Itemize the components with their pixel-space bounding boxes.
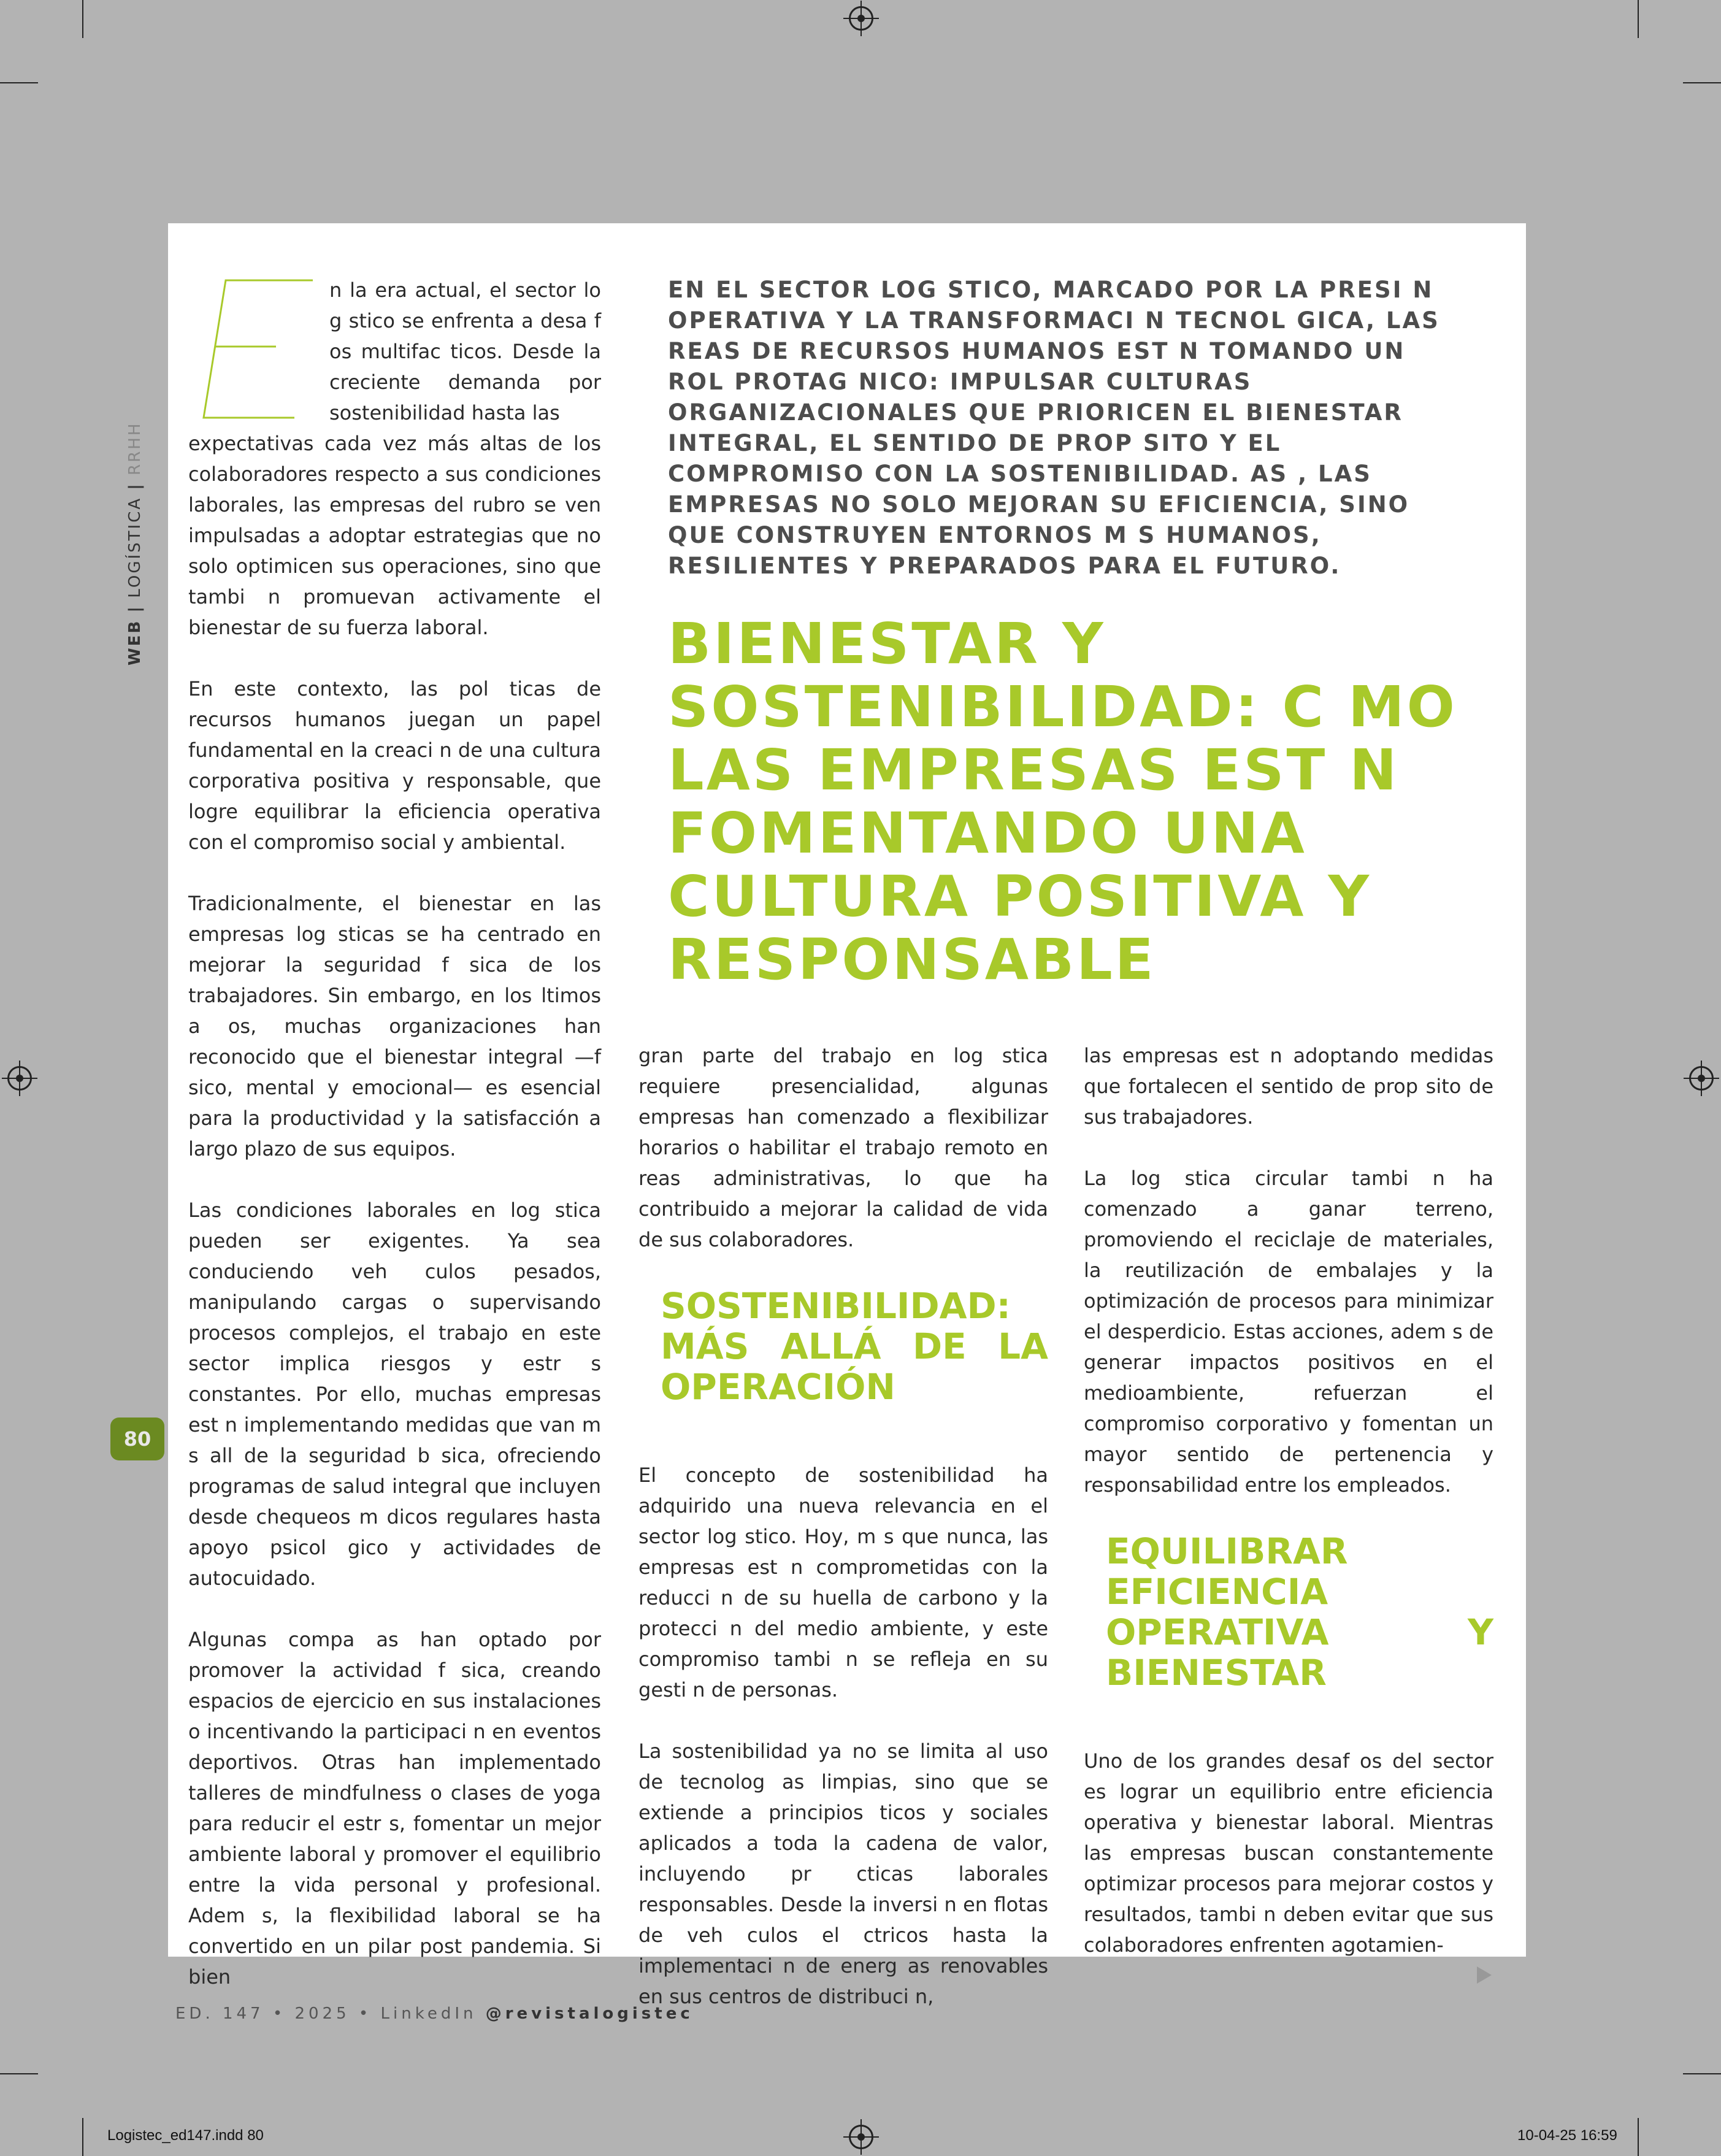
paragraph: las empresas est n adoptando medidas que fortalecen el sentido de prop sito de sus trabajadores. xyxy=(1084,1044,1493,1129)
crop-mark xyxy=(1638,0,1639,38)
section-label-logistica: LOGÍSTICA xyxy=(126,496,144,598)
page-number-badge: 80 xyxy=(110,1418,164,1460)
paragraph: gran parte del trabajo en log stica requiere presencialidad, algunas empresas han comenzado a flexibilizar horarios o habilitar el trabajo remoto en reas administrativas, lo que ha contribuido a mejorar la calidad de vida de sus colaboradores. xyxy=(638,1044,1048,1251)
section-label-web: WEB xyxy=(126,619,144,666)
paragraph: Las condiciones laborales en log stica pueden ser exigentes. Ya sea conduciendo veh culos pesados, manipulando cargas o supervisando procesos complejos, el trabajo en este sector implica riesgos y estr s constantes. Por ello, muchas empresas est n implementando medidas que van m s all de la seguridad b sica, ofreciendo programas de salud integral que incluyen desde chequeos m dicos regulares hasta apoyo psicol gico y actividades de autocuidado. xyxy=(188,1199,601,1590)
paragraph: Tradicionalmente, el bienestar en las empresas log sticas se ha centrado en mejorar la seguridad f sica de los trabajadores. Sin embargo, en los ltimos a os, muchas organizaciones han reconocido que el bienestar integral —f sico, mental y emocional— es esencial para la productividad y la satisfacción a largo plazo de sus equipos. xyxy=(188,892,601,1160)
article-title: BIENESTAR Y SOSTENIBILIDAD: C MO LAS EMPRESAS EST N FOMENTANDO UNA CULTURA POSITIVA Y RESPONSABLE xyxy=(668,611,1457,992)
section-label xyxy=(126,422,144,666)
crop-mark xyxy=(1638,2118,1639,2156)
subheading-sostenibilidad: SOSTENIBILIDAD: MÁS ALLÁ DE LA OPERACIÓN xyxy=(661,1285,1048,1408)
slug-datetime: 10-04-25 16:59 xyxy=(1517,2127,1617,2144)
drop-cap-text: n la era actual, el sector lo g stico se enfrenta a desa f os multifac ticos. Desde la creciente demanda por sostenibilidad hasta las xyxy=(329,278,601,424)
crop-mark xyxy=(0,2073,38,2074)
crop-mark xyxy=(1683,2073,1721,2074)
paragraph: La log stica circular tambi n ha comenzado a ganar terreno, promoviendo el reciclaje de materiales, la reutilización de embalajes y la optimización de procesos para minimizar el desperdicio. Estas acciones, adem s de generar impactos positivos en el medioambiente, refuerzan el compromiso corporativo y fomentan un mayor sentido de pertenencia y responsabilidad entre los empleados. xyxy=(1084,1167,1493,1497)
paragraph: La sostenibilidad ya no se limita al uso de tecnolog as limpias, sino que se extiende a principios ticos y sociales aplicados a toda la cadena de valor, incluyendo pr cticas laborales responsables. Desde la inversi n en flotas de veh culos el ctricos hasta la implementaci n de energ as renovables en sus centros de distribuci n, xyxy=(638,1740,1048,2008)
paragraph: En este contexto, las pol ticas de recursos humanos juegan un papel fundamental en la creaci n de una cultura corporativa positiva y responsable, que logre equilibrar la eficiencia operativa con el compromiso social y ambiental. xyxy=(188,677,601,854)
next-page-arrow-icon xyxy=(1477,1966,1492,1984)
paragraph: Uno de los grandes desaf os del sector es lograr un equilibrio entre eficiencia operativa y bienestar laboral. Mientras las empresas buscan constantemente optimizar procesos para mejorar costos y resultados, tambi n deben evitar que sus colaboradores enfrenten agotamien- xyxy=(1084,1749,1493,1957)
footer-handle: @revistalogistec xyxy=(485,2004,694,2023)
footer-edition: ED. 147 • 2025 • LinkedIn xyxy=(175,2004,486,2023)
section-label-separator: | xyxy=(126,604,144,613)
crop-mark xyxy=(82,0,83,38)
section-label-separator: | xyxy=(126,482,144,490)
crop-mark xyxy=(0,82,38,83)
paragraph-1-continued: expectativas cada vez más altas de los colaboradores respecto a sus condiciones laborales, las empresas del rubro se ven impulsadas a adoptar estrategias que no solo optimicen sus operaciones, sino que tambi n promuevan activamente el bienestar de su fuerza laboral. xyxy=(188,432,601,639)
crop-mark xyxy=(82,2118,83,2156)
registration-mark-right xyxy=(1689,1066,1714,1091)
column-2 xyxy=(638,1040,1048,2043)
slug-filename: Logistec_ed147.indd 80 xyxy=(107,2127,264,2144)
column-3 xyxy=(1084,1040,1493,1991)
section-label-rrhh: RRHH xyxy=(126,421,144,475)
registration-mark-bottom xyxy=(849,2125,873,2149)
paragraph: El concepto de sostenibilidad ha adquirido una nueva relevancia en el sector log stico. Hoy, m s que nunca, las empresas est n comprometidas con la reducci n de su huella de carbono y la protecci n del medio ambiente, y este compromiso tambi n se refleja en su gesti n de personas. xyxy=(638,1464,1048,1701)
paragraph-1 xyxy=(188,275,601,643)
footer xyxy=(175,2004,694,2023)
subheading-equilibrar: EQUILIBRAR EFICIENCIA OPERATIVA Y BIENESTAR xyxy=(1106,1530,1493,1694)
crop-mark xyxy=(1683,82,1721,83)
registration-mark-top xyxy=(849,6,873,31)
intro-deck: EN EL SECTOR LOG STICO, MARCADO POR LA PRESI N OPERATIVA Y LA TRANSFORMACI N TECNOL GICA, LAS REAS DE RECURSOS HUMANOS EST N TOMANDO UN ROL PROTAG NICO: IMPULSAR CULTURAS ORGANIZACIONALES QUE PRIORICEN EL BIENESTAR INTEGRAL, EL SENTIDO DE PROP SITO Y EL COMPROMISO CON LA SOSTENIBILIDAD. AS , LAS EMPRESAS NO SOLO MEJORAN SU EFICIENCIA, SINO QUE CONSTRUYEN ENTORNOS M S HUMANOS, RESILIENTES Y PREPARADOS PARA EL FUTURO. xyxy=(668,277,1440,579)
column-1 xyxy=(188,275,601,2023)
paragraph: Algunas compa as han optado por promover la actividad f sica, creando espacios de ejercicio en sus instalaciones o incentivando la participaci n en eventos deportivos. Otras han implementado talleres de mindfulness o clases de yoga para reducir el estr s, fomentar un mejor ambiente laboral y promover el equilibrio entre la vida personal y profesional. Adem s, la flexibilidad laboral se ha convertido en un pilar post pandemia. Si bien xyxy=(188,1628,601,1989)
registration-mark-left xyxy=(7,1066,32,1091)
